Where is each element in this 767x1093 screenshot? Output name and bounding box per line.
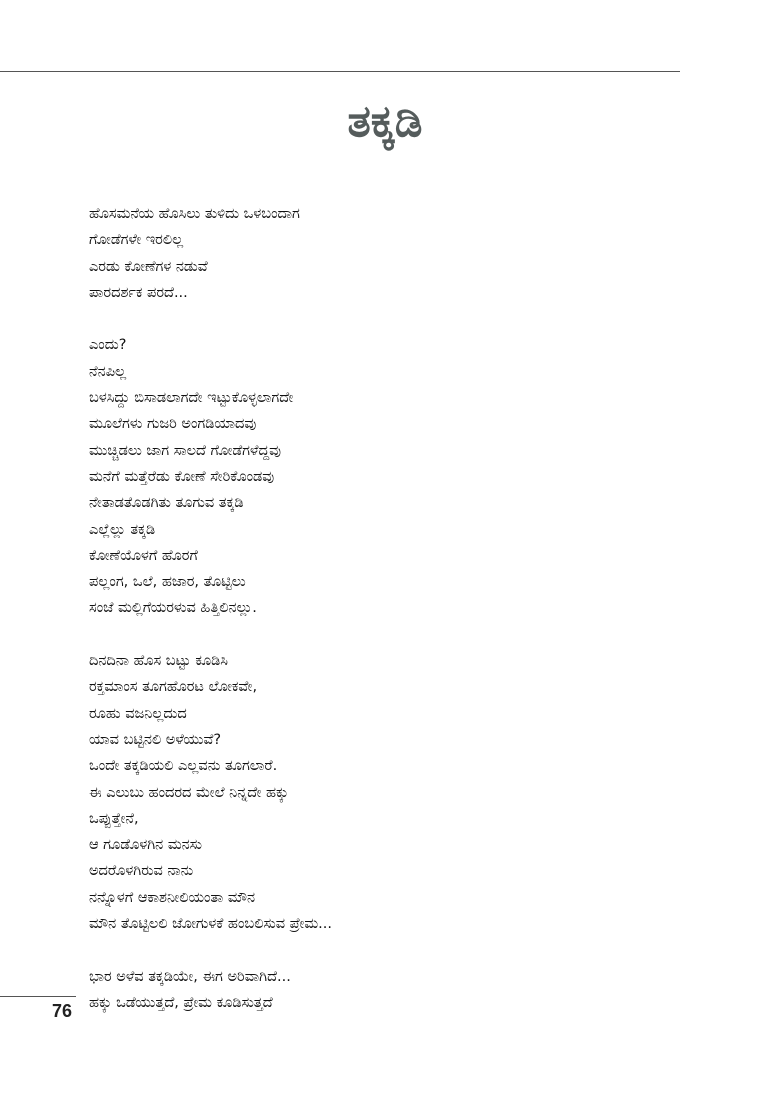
stanza [89,332,689,621]
poem-line: ರೂಹು ವಜನಿಲ್ಲದುದ [89,705,187,722]
poem-line: ಎಂದು? [89,337,127,354]
poem-line: ಈ ಎಲುಬು ಹಂದರದ ಮೇಲೆ ನಿನ್ನದೇ ಹಕ್ಕು [89,784,289,801]
footer-rule [0,996,76,997]
stanza [89,201,689,306]
poem-line: ಯಾವ ಬಟ್ಟಿನಲಿ ಅಳೆಯುವೆ? [89,731,222,748]
poem-line: ನೆನಪಿಲ್ಲ [89,363,127,380]
poem-line: ರಕ್ತಮಾಂಸ ತೂಗಹೊರಟ ಲೋಕವೇ, [89,679,258,696]
poem-line: ಬಳಸಿದ್ದು ಬಿಸಾಡಲಾಗದೇ ಇಟ್ಟುಕೊಳ್ಳಲಾಗದೇ [89,390,294,407]
poem-line: ಮೌನ ತೊಟ್ಟಿಲಲಿ ಜೋಗುಳಕೆ ಹಂಬಲಿಸುವ ಪ್ರೇಮ... [89,916,332,933]
poem-line: ಹಕ್ಕು ಒಡೆಯುತ್ತದೆ, ಪ್ರೇಮ ಕೂಡಿಸುತ್ತದೆ [89,994,273,1011]
poem-line: ದಿನದಿನಾ ಹೊಸ ಬಟ್ಟು ಕೂಡಿಸಿ [89,653,228,670]
poem-line: ಕೋಣೆಯೊಳಗೆ ಹೊರಗೆ [89,547,198,564]
poem-body [89,201,689,1043]
poem-line: ಹೊಸಮನೆಯ ಹೊಸಿಲು ತುಳಿದು ಒಳಬಂದಾಗ [89,206,300,222]
poem-line: ಪಾರದರ್ಶಕ ಪರದೆ... [89,284,188,301]
poem-line: ಆ ಗೂಡೊಳಗಿನ ಮನಸು [89,837,202,854]
poem-line: ಎರಡು ಕೋಣೆಗಳ ನಡುವೆ [89,258,208,275]
poem-line: ಗೋಡೆಗಳೇ ಇರಲಿಲ್ಲ [89,232,184,249]
poem-line: ಎಲ್ಲೆಲ್ಲು ತಕ್ಕಡಿ [89,521,156,538]
poem-line: ಮೂಲೆಗಳು ಗುಜರಿ ಅಂಗಡಿಯಾದವು [89,416,257,433]
poem-line: ಅದರೊಳಗಿರುವ ನಾನು [89,863,194,880]
poem-line: ಒಪ್ಪುತ್ತೇನೆ, [89,810,139,827]
poem-line: ಮುಚ್ಚಿಡಲು ಜಾಗ ಸಾಲದೆ ಗೋಡೆಗಳೆದ್ದವು [89,442,281,459]
poem-line: ಸಂಜೆ ಮಲ್ಲಿಗೆಯರಳುವ ಹಿತ್ತಿಲಿನಲ್ಲು. [89,600,257,617]
poem-line: ಮನೆಗೆ ಮತ್ತೆರೆಡು ಕೋಣೆ ಸೇರಿಕೊಂಡವು [89,468,275,485]
stanza [89,648,689,937]
poem-line: ಭಾರ ಅಳೆವ ತಕ್ಕಡಿಯೇ, ಈಗ ಅರಿವಾಗಿದೆ... [89,968,291,985]
poem-line: ನೇತಾಡತೊಡಗಿತು ತೂಗುವ ತಕ್ಕಡಿ [89,495,244,512]
poem-line: ನನ್ನೊಳಗೆ ಆಕಾಶನೀಲಿಯಂತಾ ಮೌನ [89,889,256,906]
top-rule [0,71,680,72]
poem-line: ಒಂದೇ ತಕ್ಕಡಿಯಲಿ ಎಲ್ಲವನು ತೂಗಲಾರೆ. [89,758,278,775]
page-number: 76 [52,1001,73,1021]
poem-title: ತಕ್ಕಡಿ [347,96,423,147]
poem-line: ಪಲ್ಲಂಗ, ಒಲೆ, ಹಜಾರ, ತೊಟ್ಟಿಲು [89,574,246,591]
stanza [89,964,689,1017]
